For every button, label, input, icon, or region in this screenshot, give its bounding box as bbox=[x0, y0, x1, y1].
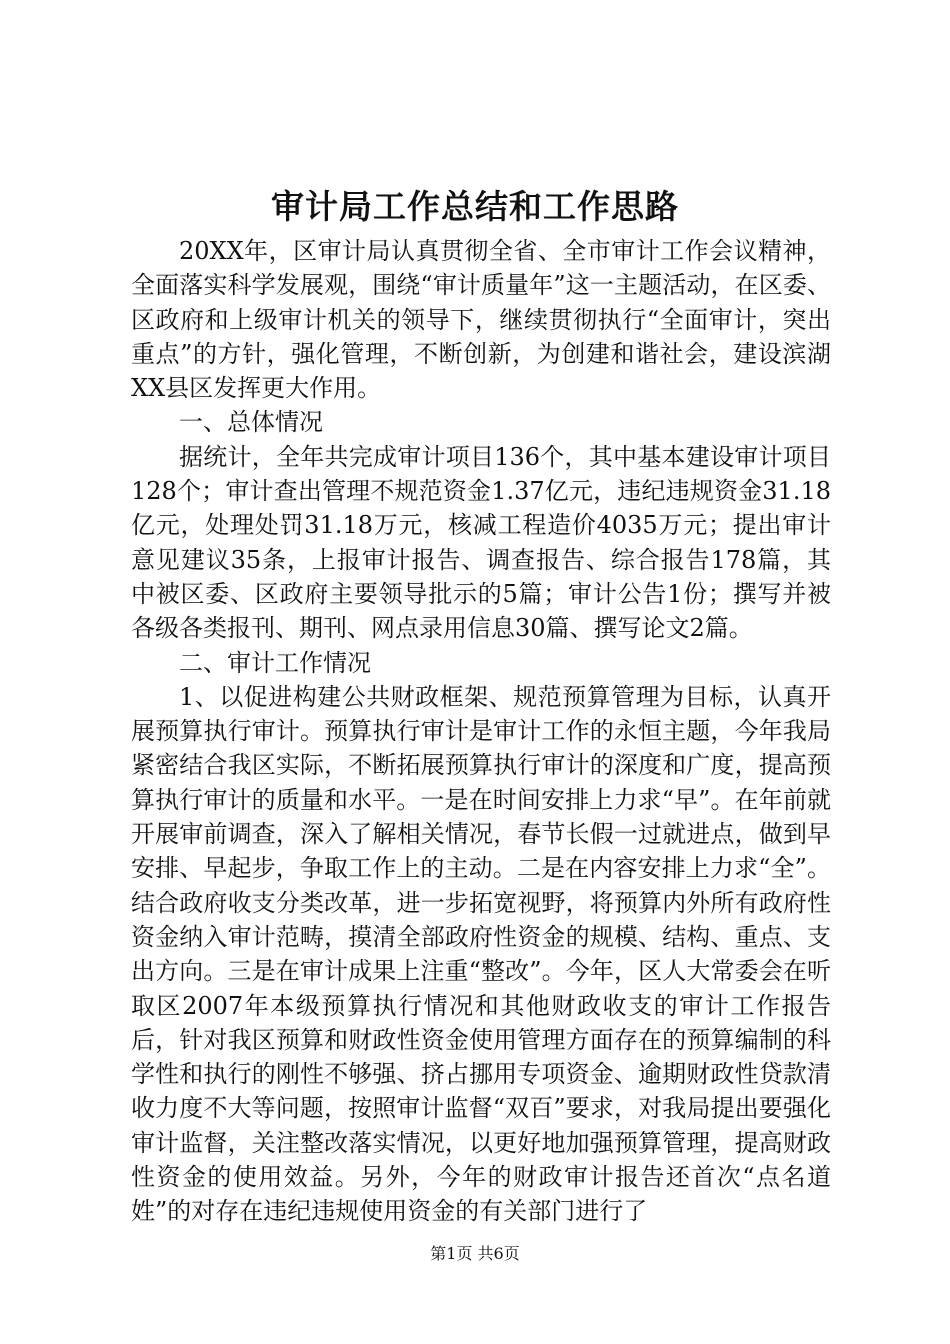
statistics-paragraph: 据统计，全年共完成审计项目136个，其中基本建设审计项目128个；审计查出管理不规范资金1.37亿元，违纪违规资金31.18亿元，处理处罚31.18万元，核减工程造价4035万元；提出审计意见建议35条，上报审计报告、调查报告、综合报告178篇，其中被区委、区政府主要领导批示的5篇；审计公告1份；撰写并被各级各类报刊、期刊、网点录用信息30篇、撰写论文2篇。 bbox=[131, 442, 831, 643]
page-footer: 第1页 共6页 bbox=[430, 1244, 520, 1263]
budget-audit-paragraph: 1、以促进构建公共财政框架、规范预算管理为目标，认真开展预算执行审计。预算执行审计是审计工作的永恒主题，今年我局紧密结合我区实际，不断拓展预算执行审计的深度和广度，提高预算执行审计的质量和水平。一是在时间安排上力求“早”。在年前就开展审前调查，深入了解相关情况，春节长假一过就进点，做到早安排、早起步，争取工作上的主动。二是在内容安排上力求“全”。结合政府收支分类改革，进一步拓宽视野，将预算内外所有政府性资金纳入审计范畴，摸清全部政府性资金的规模、结构、重点、支出方向。三是在审计成果上注重“整改”。今年，区人大常委会在听取区2007年本级预算执行情况和其他财政收支的审计工作报告后，针对我区预算和财政性资金使用管理方面存在的预算编制的科学性和执行的刚性不够强、挤占挪用专项资金、逾期财政性贷款清收力度不大等问题，按照审计监督“双百”要求，对我局提出要强化审计监督，关注整改落实情况，以更好地加强预算管理，提高财政性资金的使用效益。另外，今年的财政审计报告还首次“点名道姓”的对存在违纪违规使用资金的有关部门进行了 bbox=[131, 682, 831, 1226]
intro-paragraph: 20XX年，区审计局认真贯彻全省、全市审计工作会议精神，全面落实科学发展观，围绕“审计质量年”这一主题活动，在区委、区政府和上级审计机关的领导下，继续贯彻执行“全面审计，突出重点”的方针，强化管理，不断创新，为创建和谐社会，建设滨湖XX县区发挥更大作用。 bbox=[131, 237, 831, 403]
document-title: 审计局工作总结和工作思路 bbox=[271, 187, 679, 226]
document-body bbox=[131, 234, 831, 1229]
section-heading-audit-work: 二、审计工作情况 bbox=[179, 648, 371, 677]
section-heading-overview: 一、总体情况 bbox=[179, 408, 323, 437]
